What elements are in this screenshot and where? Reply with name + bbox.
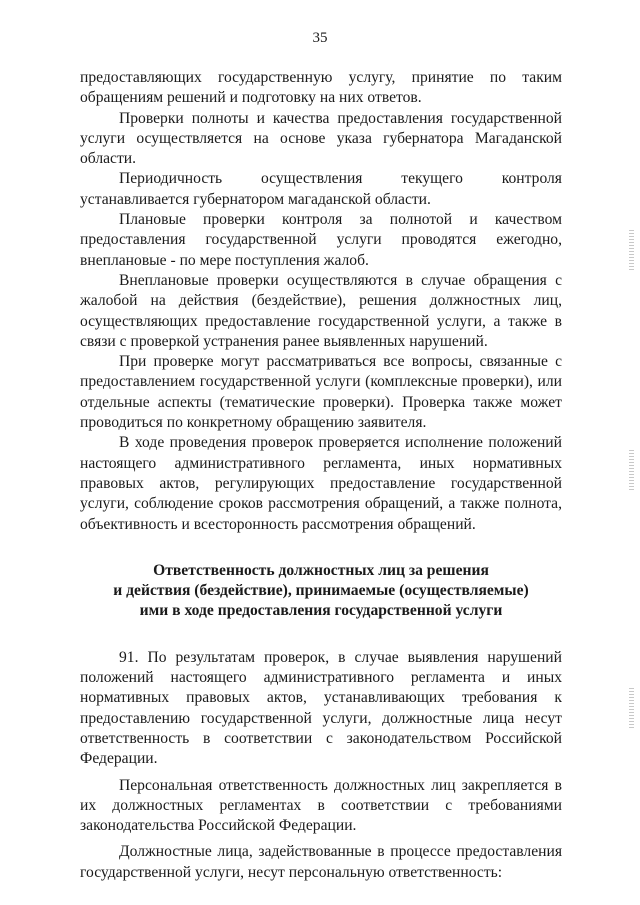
paragraph: Плановые проверки контроля за полнотой и качеством предоставления государственной услуги проводятся ежегодно, внеплановые - по мере поступления жалоб.: [80, 211, 562, 269]
section-heading-line: и действия (бездействие), принимаемые (осуществляемые): [113, 582, 529, 600]
scan-edge-mark: [629, 688, 634, 728]
paragraph: Внеплановые проверки осуществляются в случае обращения с жалобой на действия (бездействие), решения должностных лиц, осуществляющих предоставление государственной услуги, а также в связи с проверкой устранения ранее выявленных нарушений.: [80, 271, 562, 350]
paragraph: 91. По результатам проверок, в случае выявления нарушений положений настоящего административного регламента и иных нормативных правовых актов, устанавливающих требования к предоставлению государственной услуги, должностные лица несут ответственность в соответствии с законодательством Российской Федерации.: [80, 648, 562, 768]
section-heading: [80, 561, 562, 622]
paragraph: Должностные лица, задействованные в процессе предоставления государственной услуги, несут персональную ответственность:: [80, 843, 562, 881]
scan-edge-mark: [629, 230, 634, 270]
paragraph: В ходе проведения проверок проверяется исполнение положений настоящего административного регламента, иных нормативных правовых актов, регулирующих предоставление государственной услуги, соблюдение сроков рассмотрения обращений, а также полнота, объективность и всесторонность рассмотрения обращений.: [80, 434, 562, 533]
section-heading-line: ими в ходе предоставления государственной услуги: [139, 602, 503, 620]
paragraph: При проверке могут рассматриваться все вопросы, связанные с предоставлением государственной услуги (комплексные проверки), или отдельные аспекты (тематические проверки). Проверка также может проводиться по конкретному обращению заявителя.: [80, 353, 562, 432]
paragraph: Проверки полноты и качества предоставления государственной услуги осуществляется на основе указа губернатора Магаданской области.: [80, 109, 562, 168]
paragraph: Персональная ответственность должностных лиц закрепляется в их должностных регламентах в соответствии с требованиями законодательства Российской Федерации.: [80, 776, 562, 835]
paragraph: Периодичность осуществления текущего контроля устанавливается губернатором магаданской области.: [80, 170, 562, 208]
section-heading-line: Ответственность должностных лиц за решения: [153, 561, 489, 579]
document-body: [80, 68, 562, 883]
paragraph: предоставляющих государственную услугу, принятие по таким обращениям решений и подготовку на них ответов.: [80, 69, 562, 107]
page-number: 35: [312, 30, 328, 46]
scan-edge-mark: [629, 450, 634, 490]
